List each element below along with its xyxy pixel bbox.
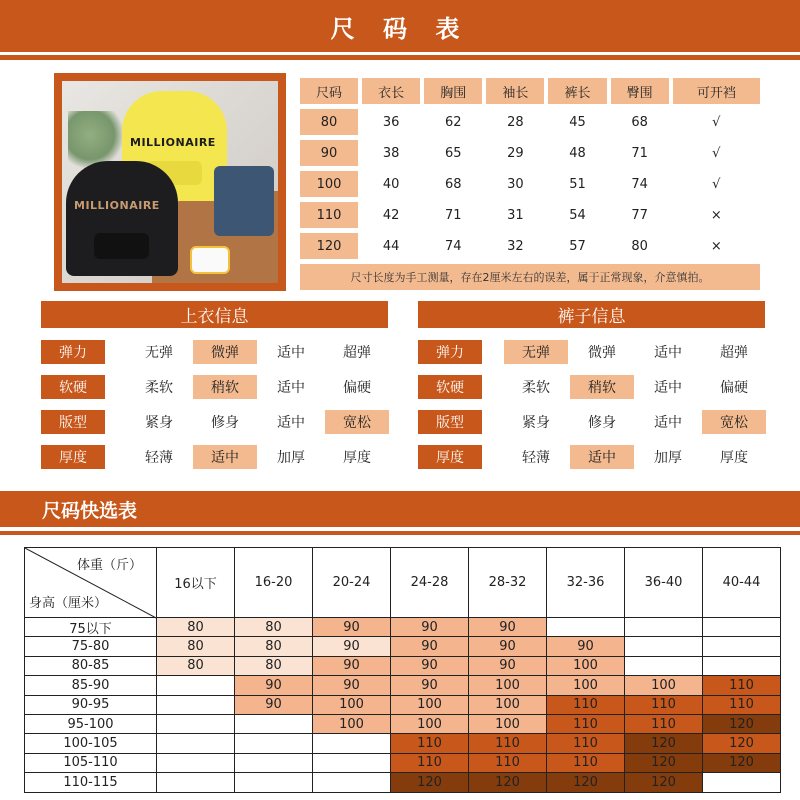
size-recommendation-cell: 110 [468,753,547,773]
size-recommendation-cell: 90 [312,656,391,676]
size-recommendation-cell: 90 [546,636,625,656]
size-recommendation-cell: 120 [702,714,781,734]
size-recommendation-cell: 100 [390,695,469,715]
size-recommendation-cell: 100 [624,675,703,695]
size-recommendation-cell: 110 [702,695,781,715]
size-table [296,73,764,295]
weight-header-cell: 16以下 [156,547,235,618]
top-attr-option-selected: 稍软 [193,375,257,399]
size-recommendation-cell [624,656,703,676]
quick-select-grid [24,547,782,792]
size-recommendation-cell [312,733,391,753]
size-recommendation-cell: 90 [468,617,547,637]
pants-attr-option: 紧身 [522,415,550,431]
chest-col-header: 胸围 [424,78,482,104]
table-cell: 30 [507,176,524,192]
pants-attr-option: 柔软 [522,380,550,396]
size-recommendation-cell [624,617,703,637]
top-attr-option: 适中 [277,415,305,431]
size-recommendation-cell: 100 [468,695,547,715]
size-recommendation-cell: 110 [702,675,781,695]
black-hoodie [66,161,178,276]
top-attr-option-selected: 适中 [193,445,257,469]
top-attr-option: 紧身 [145,415,173,431]
height-header-cell: 75-80 [24,636,157,656]
table-row [300,202,760,228]
size-recommendation-cell: 100 [312,714,391,734]
pants-attr-label: 弹力 [418,340,482,364]
size-recommendation-cell: 120 [624,733,703,753]
size-recommendation-cell [156,675,235,695]
top-attr-row [41,340,401,364]
pants-attr-option: 微弹 [588,345,616,361]
top-attr-option: 偏硬 [343,380,371,396]
top-attr-option-selected: 微弹 [193,340,257,364]
table-cell: × [710,238,722,254]
table-cell: 71 [445,207,462,223]
table-cell: 71 [631,145,648,161]
open-crotch-col-header: 可开裆 [673,78,760,104]
size-recommendation-cell: 90 [468,636,547,656]
table-cell: √ [712,145,721,161]
pants-attr-option-selected: 宽松 [702,410,766,434]
pants-attr-row [418,340,778,364]
size-recommendation-cell: 80 [156,617,235,637]
top-attr-option: 修身 [211,415,239,431]
top-attr-label: 软硬 [41,375,105,399]
size-recommendation-cell: 110 [624,714,703,734]
pants-attr-option: 适中 [654,380,682,396]
size-recommendation-cell: 120 [702,733,781,753]
size-recommendation-cell: 90 [390,636,469,656]
size-recommendation-cell [312,772,391,792]
brand-print-yellow: MILLIONAIRE [130,136,216,149]
table-cell: 38 [382,145,400,161]
top-attr-option: 适中 [277,380,305,396]
size-recommendation-cell: 90 [312,617,391,637]
size-recommendation-cell: 100 [468,675,547,695]
top-attr-option: 适中 [277,345,305,361]
size-recommendation-cell: 110 [546,753,625,773]
height-header-cell: 75以下 [24,617,157,637]
size-recommendation-cell: 110 [546,714,625,734]
grid-corner [24,547,157,618]
height-axis-label: 身高（厘米） [29,596,108,611]
size-recommendation-cell: 80 [234,656,313,676]
pants-attr-label: 软硬 [418,375,482,399]
table-cell: √ [712,114,721,130]
pants-attr-label: 版型 [418,410,482,434]
hip-col-header: 臀围 [611,78,669,104]
table-cell: 77 [631,207,648,223]
size-cell: 100 [300,171,358,197]
table-cell: 54 [569,207,586,223]
table-cell: 32 [507,238,524,254]
table-cell: 45 [569,114,586,130]
measurement-note: 尺寸长度为手工测量，存在2厘米左右的误差，属于正常现象，介意慎拍。 [300,264,760,290]
weight-header-cell: 24-28 [390,547,469,618]
table-cell: 44 [382,238,400,254]
sleeve-col-header: 袖长 [486,78,544,104]
pants-attr-row [418,410,778,434]
size-recommendation-cell: 90 [312,675,391,695]
size-recommendation-cell: 110 [624,695,703,715]
table-cell: 29 [507,145,524,161]
brand-print-black: MILLIONAIRE [74,199,160,212]
pants-attr-row [418,375,778,399]
top-attr-row [41,375,401,399]
size-recommendation-cell [234,714,313,734]
height-header-cell: 100-105 [24,733,157,753]
table-cell: 62 [445,114,462,130]
pants-attr-option-selected: 无弹 [504,340,568,364]
table-cell: 48 [569,145,586,161]
size-cell: 90 [300,140,358,166]
table-cell: 36 [382,114,400,130]
jeans [214,166,274,236]
size-recommendation-cell: 120 [468,772,547,792]
top-attr-label: 厚度 [41,445,105,469]
weight-header-cell: 36-40 [624,547,703,618]
height-header-cell: 85-90 [24,675,157,695]
size-recommendation-cell: 100 [312,695,391,715]
size-recommendation-cell: 80 [234,636,313,656]
table-cell: 40 [382,176,400,192]
height-header-cell: 95-100 [24,714,157,734]
size-recommendation-cell: 100 [468,714,547,734]
size-recommendation-cell [702,772,781,792]
pants-attr-label: 厚度 [418,445,482,469]
pants-attr-option: 厚度 [720,450,748,466]
size-recommendation-cell [156,753,235,773]
pants-attr-option: 修身 [588,415,616,431]
table-cell: 28 [507,114,524,130]
pants-attr-option-selected: 稍软 [570,375,634,399]
size-recommendation-cell: 110 [468,733,547,753]
quick-select-title: 尺码快选表 [0,491,800,527]
note-row [300,264,760,290]
table-cell: 80 [631,238,648,254]
size-recommendation-cell: 120 [624,753,703,773]
table-cell: 31 [507,207,524,223]
pants-attr-option: 适中 [654,345,682,361]
table-cell: 68 [631,114,648,130]
weight-header-cell: 32-36 [546,547,625,618]
weight-header-cell: 40-44 [702,547,781,618]
size-recommendation-cell: 110 [546,733,625,753]
quick-select-underline [0,531,800,535]
size-recommendation-cell [156,772,235,792]
top-attr-label: 版型 [41,410,105,434]
size-recommendation-cell: 90 [390,675,469,695]
top-attr-option: 加厚 [277,450,305,466]
pants-attr-row [418,445,778,469]
weight-header-cell: 28-32 [468,547,547,618]
pants-attr-option: 偏硬 [720,380,748,396]
sneaker [190,246,230,274]
table-cell: 42 [382,207,400,223]
size-recommendation-cell: 110 [390,733,469,753]
top-attr-option: 柔软 [145,380,173,396]
size-recommendation-cell: 90 [390,617,469,637]
size-recommendation-cell: 80 [156,656,235,676]
size-recommendation-cell: 120 [702,753,781,773]
size-recommendation-cell [702,636,781,656]
pants-length-col-header: 裤长 [548,78,606,104]
table-cell: 74 [631,176,648,192]
pants-info-header: 裤子信息 [418,301,765,328]
size-recommendation-cell [624,636,703,656]
pants-attr-option: 适中 [654,415,682,431]
pants-attr-option-selected: 适中 [570,445,634,469]
product-photo [62,81,278,283]
size-recommendation-cell: 90 [390,656,469,676]
size-recommendation-cell [546,617,625,637]
size-recommendation-cell: 100 [390,714,469,734]
table-cell: 65 [445,145,462,161]
weight-header-cell: 16-20 [234,547,313,618]
size-recommendation-cell: 120 [390,772,469,792]
size-cell: 80 [300,109,358,135]
size-recommendation-cell: 110 [546,695,625,715]
size-recommendation-cell: 80 [234,617,313,637]
weight-header-cell: 20-24 [312,547,391,618]
table-cell: × [710,207,722,223]
page-title: 尺 码 表 [0,0,800,52]
size-recommendation-cell [234,772,313,792]
size-table-header [300,78,760,104]
size-recommendation-cell [702,656,781,676]
top-attr-option: 厚度 [343,450,371,466]
table-cell: 51 [569,176,586,192]
height-header-cell: 110-115 [24,772,157,792]
size-recommendation-cell [156,733,235,753]
size-recommendation-cell: 100 [546,656,625,676]
table-row [300,109,760,135]
table-cell: 74 [445,238,462,254]
size-recommendation-cell: 110 [390,753,469,773]
top-attr-option-selected: 宽松 [325,410,389,434]
table-row [300,171,760,197]
pants-attr-option: 超弹 [720,345,748,361]
size-recommendation-cell: 90 [468,656,547,676]
size-cell: 110 [300,202,358,228]
size-cell: 120 [300,233,358,259]
table-cell: 57 [569,238,586,254]
size-recommendation-cell: 120 [546,772,625,792]
size-col-header: 尺码 [300,78,358,104]
top-attr-label: 弹力 [41,340,105,364]
size-recommendation-cell: 90 [234,675,313,695]
table-row [300,233,760,259]
title-underline [0,55,800,60]
table-cell: √ [712,176,721,192]
top-attr-option: 轻薄 [145,450,173,466]
top-attr-option: 无弹 [145,345,173,361]
top-attr-row [41,445,401,469]
size-recommendation-cell: 90 [234,695,313,715]
product-photo-frame [54,73,286,291]
size-recommendation-cell: 100 [546,675,625,695]
table-row [300,140,760,166]
size-recommendation-cell [156,695,235,715]
top-attr-row [41,410,401,434]
top-attr-option: 超弹 [343,345,371,361]
size-recommendation-cell: 120 [624,772,703,792]
size-recommendation-cell [156,714,235,734]
size-recommendation-cell [234,733,313,753]
table-cell: 68 [445,176,462,192]
height-header-cell: 90-95 [24,695,157,715]
size-recommendation-cell [234,753,313,773]
height-header-cell: 80-85 [24,656,157,676]
pants-attr-option: 轻薄 [522,450,550,466]
height-header-cell: 105-110 [24,753,157,773]
size-recommendation-cell: 90 [312,636,391,656]
weight-axis-label: 体重（斤） [76,558,142,573]
pants-attr-option: 加厚 [654,450,682,466]
top-info-header: 上衣信息 [41,301,388,328]
size-recommendation-cell [702,617,781,637]
size-recommendation-cell: 80 [156,636,235,656]
length-col-header: 衣长 [362,78,420,104]
size-recommendation-cell [312,753,391,773]
